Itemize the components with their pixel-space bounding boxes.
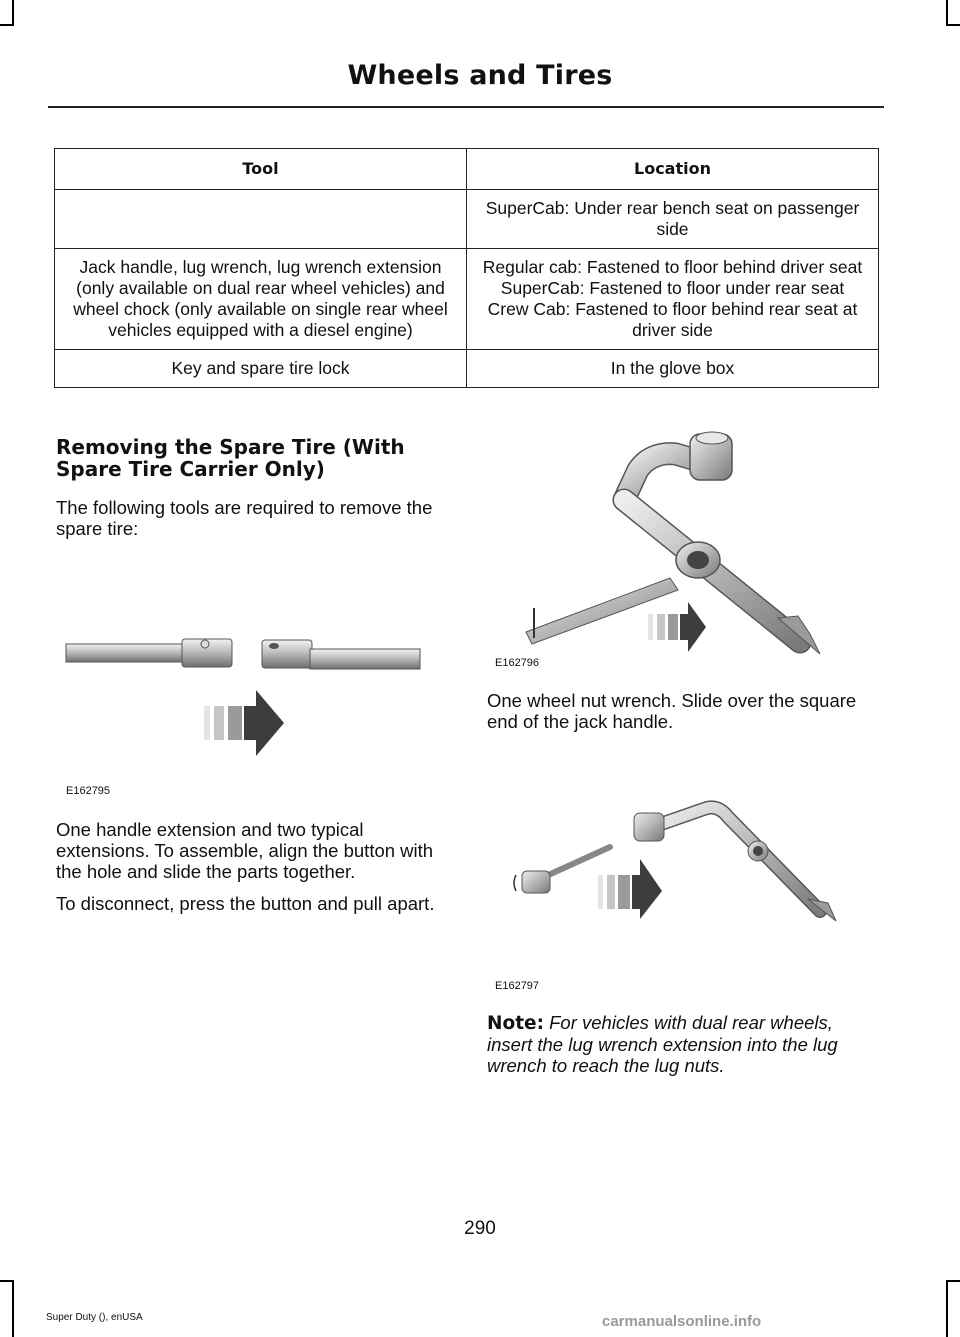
table-header-tool: Tool <box>55 149 467 190</box>
table-cell-location <box>467 350 879 388</box>
tool-line: Jack handle, lug wrench, lug wrench extension (only available on dual rear wheel vehicles) and wheel chock (only available on single rear wheel vehicles equipped with a diesel engine) <box>73 257 448 340</box>
location-line: SuperCab: Under rear bench seat on passenger side <box>485 198 860 239</box>
handle-extension-illustration <box>56 620 436 810</box>
caption-paragraph: One wheel nut wrench. Slide over the square end of the jack handle. <box>487 690 857 732</box>
crop-mark <box>946 1280 960 1282</box>
crop-mark <box>12 1280 14 1337</box>
crop-mark <box>946 0 948 26</box>
tool-line: Key and spare tire lock <box>171 358 350 378</box>
table-header-row <box>55 149 879 190</box>
figure-code: E162797 <box>495 980 540 992</box>
crop-mark <box>0 1280 14 1282</box>
caption-paragraph: One handle extension and two typical extensions. To assemble, align the button with the hole and slide the parts together. <box>56 819 434 882</box>
table-cell-tool <box>55 190 467 249</box>
watermark-site: carmanualsonline.info <box>602 1313 762 1330</box>
table-cell-location <box>467 190 879 249</box>
crop-mark <box>946 1280 948 1337</box>
table-row <box>55 350 879 388</box>
page-number: 290 <box>464 1218 496 1239</box>
table-row <box>55 249 879 350</box>
lug-wrench-extension-illustration <box>508 795 848 935</box>
figure-code: E162796 <box>495 657 540 669</box>
header-divider <box>48 106 884 108</box>
location-line: SuperCab: Fastened to floor under rear seat <box>500 278 845 298</box>
table-cell-tool <box>55 350 467 388</box>
crop-mark <box>946 24 960 26</box>
tool-location-table <box>54 148 879 388</box>
location-line: Regular cab: Fastened to floor behind driver seat <box>482 257 863 277</box>
table-cell-tool <box>55 249 467 350</box>
wheel-nut-wrench-illustration <box>520 418 840 676</box>
table-cell-location <box>467 249 879 350</box>
intro-paragraph: The following tools are required to remove the spare tire: <box>56 497 433 539</box>
note-text: For vehicles with dual rear wheels, insert the lug wrench extension into the lug wrench to reach the lug nuts. <box>487 1012 838 1076</box>
page-title: Wheels and Tires <box>347 60 613 91</box>
caption-paragraph: To disconnect, press the button and pull apart. <box>56 893 435 914</box>
location-line: Crew Cab: Fastened to floor behind rear seat at driver side <box>487 299 858 340</box>
note-paragraph <box>487 1012 883 1076</box>
crop-mark <box>12 0 14 26</box>
location-line: In the glove box <box>610 358 735 378</box>
footer-doc-info: Super Duty (), enUSA <box>46 1312 143 1323</box>
table-header-location: Location <box>467 149 879 190</box>
section-heading: Removing the Spare Tire (With Spare Tire Carrier Only) <box>56 435 405 481</box>
figure-code: E162795 <box>66 785 111 797</box>
note-label: Note: <box>487 1013 544 1034</box>
table-row <box>55 190 879 249</box>
crop-mark <box>0 24 14 26</box>
